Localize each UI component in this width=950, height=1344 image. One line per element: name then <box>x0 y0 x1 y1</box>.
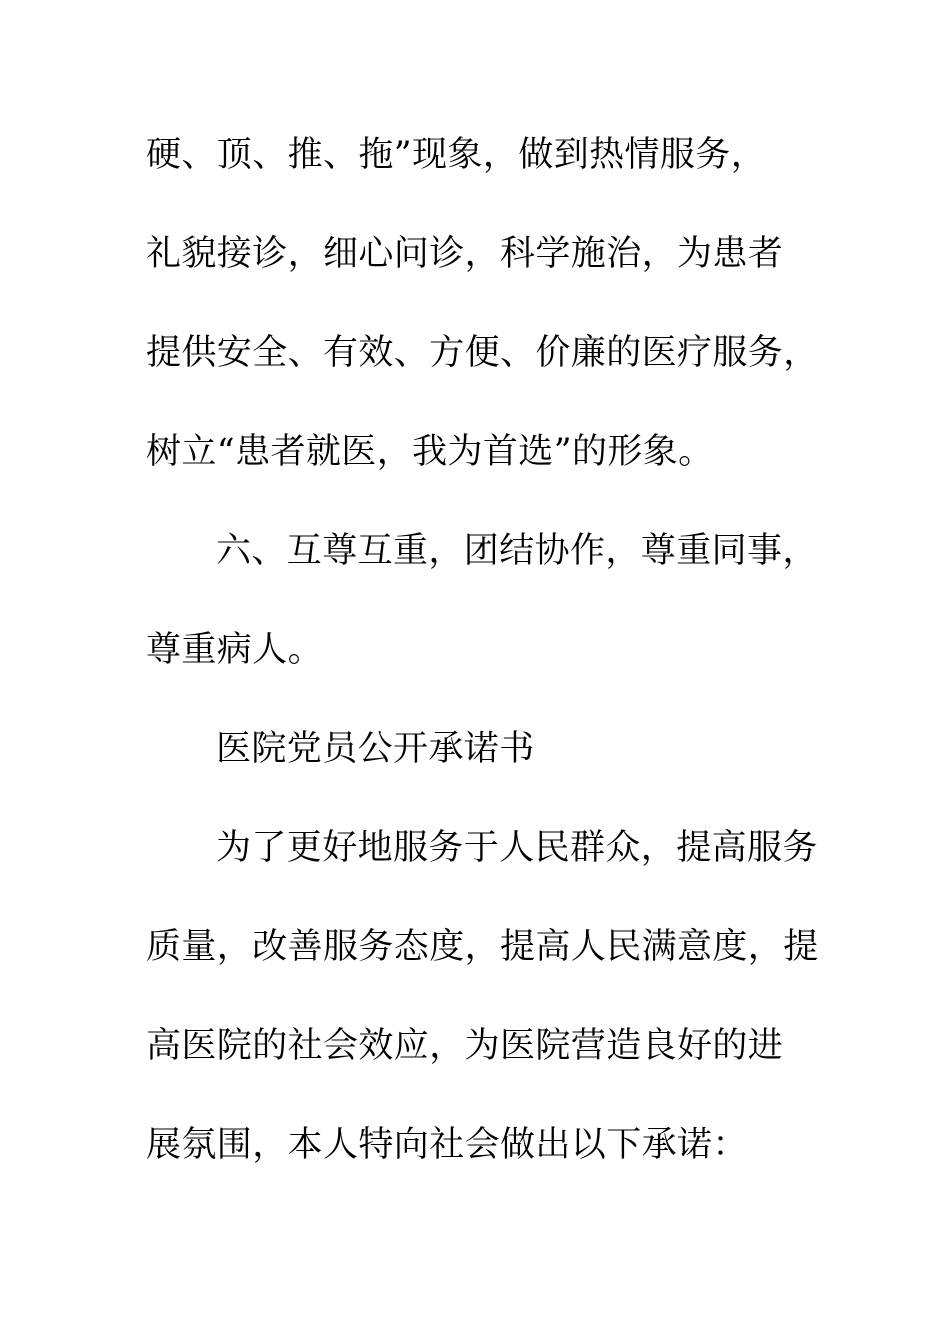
section-title: 医院党员公开承诺书 <box>216 729 535 769</box>
text-line: 质量，改善服务态度，提高人民满意度，提 <box>146 927 819 967</box>
text-line: 提供安全、有效、方便、价廉的医疗服务， <box>146 333 819 373</box>
paragraph-six-start: 六、互尊互重，团结协作，尊重同事， <box>216 531 818 571</box>
text-line: 展氛围，本人特向社会做出以下承诺： <box>146 1125 748 1165</box>
text-line: 高医院的社会效应，为医院营造良好的进 <box>146 1026 784 1066</box>
text-line: 树立“患者就医，我为首选”的形象。 <box>146 432 714 472</box>
paragraph-start: 为了更好地服务于人民群众，提高服务 <box>216 828 818 868</box>
text-line: 尊重病人。 <box>146 630 324 670</box>
text-line: 硬、顶、推、拖”现象，做到热情服务， <box>146 135 767 175</box>
text-line: 礼貌接诊，细心问诊，科学施治，为患者 <box>146 234 784 274</box>
